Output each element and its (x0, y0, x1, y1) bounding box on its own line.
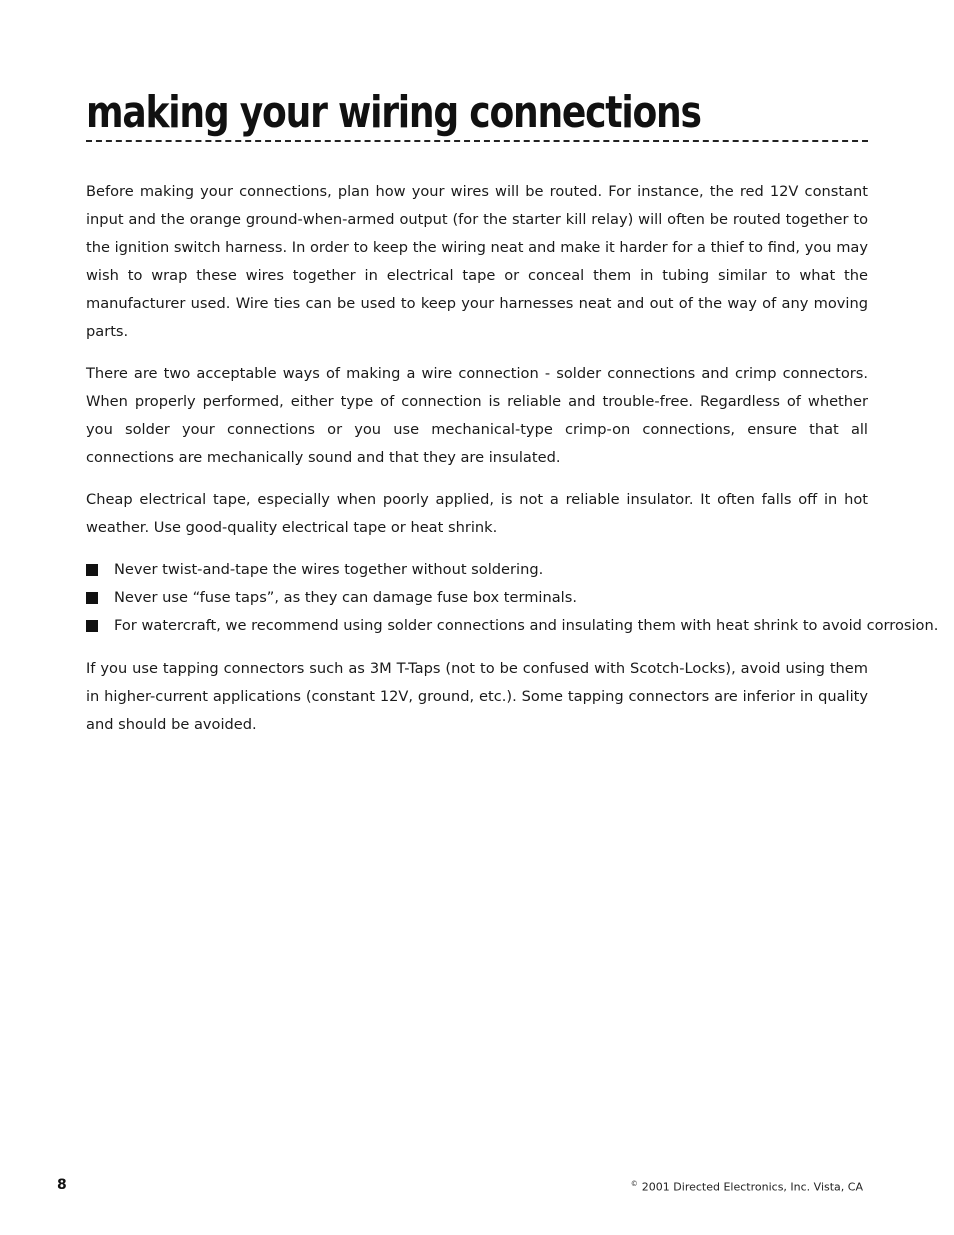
list-item-text: Never use “fuse taps”, as they can damage fuse box terminals. (114, 589, 577, 606)
list-item-text: Never twist-and-tape the wires together without soldering. (114, 561, 544, 578)
bullet-square-icon (86, 592, 98, 604)
bullet-square-icon (86, 620, 98, 632)
copyright-icon: © (630, 1180, 638, 1188)
list-item (86, 612, 939, 640)
list-item (86, 584, 868, 612)
list-item (86, 556, 868, 584)
bullet-square-icon (86, 564, 98, 576)
main-content (86, 178, 939, 753)
paragraph-tapping-connectors: If you use tapping connectors such as 3M T-Taps (not to be confused with Scotch-Locks), avoid using them in higher-current applications (constant 12V, ground, etc.). Some tapping connectors are inferior in quality and should be avoided. (86, 660, 868, 733)
paragraph-connection-methods: There are two acceptable ways of making a wire connection - solder connections and crimp connectors. When properly performed, either type of connection is reliable and trouble-free. Regardless of whether you solder your connections or you use mechanical-type crimp-on connections, ensure that all connections are mechanically sound and that they are insulated. (86, 365, 868, 466)
list-item-text: For watercraft, we recommend using solder connections and insulating them with heat shrink to avoid corrosion. (114, 617, 939, 634)
copyright-notice (631, 1180, 863, 1194)
page-title: making your wiring connections (86, 88, 706, 138)
title-block (86, 84, 868, 142)
paragraph-routing: Before making your connections, plan how your wires will be routed. For instance, the red 12V constant input and the orange ground-when-armed output (for the starter kill relay) will often be routed together to the ignition switch harness. In order to keep the wiring neat and make it harder for a thief to find, you may wish to wrap these wires together in electrical tape or conceal them in tubing similar to what the manufacturer used. Wire ties can be used to keep your harnesses neat and out of the way of any moving parts. (86, 183, 868, 340)
copyright-text: 2001 Directed Electronics, Inc. Vista, CA (641, 1180, 863, 1194)
warning-list (86, 556, 939, 640)
paragraph-electrical-tape: Cheap electrical tape, especially when poorly applied, is not a reliable insulator. It often falls off in hot weather. Use good-quality electrical tape or heat shrink. (86, 491, 868, 536)
page-number: 8 (57, 1177, 67, 1193)
